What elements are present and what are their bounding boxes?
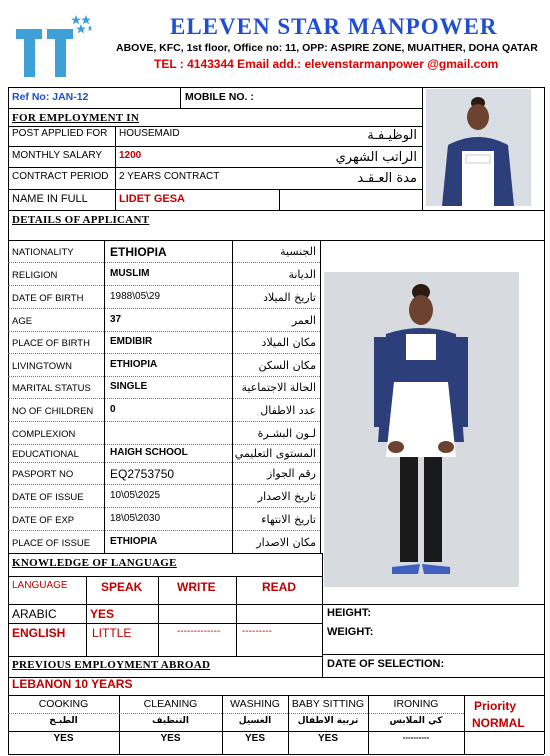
speak-header: SPEAK	[101, 580, 143, 594]
detail-divider	[8, 331, 320, 332]
detail-arabic: الديانة	[288, 267, 316, 281]
english-read: ---------	[242, 626, 272, 637]
detail-label: EDUCATIONAL	[12, 449, 79, 460]
skill-label: WASHING	[230, 698, 280, 710]
name-label: NAME IN FULL	[12, 193, 88, 205]
detail-arabic: مكان الميلاد	[261, 336, 316, 349]
detail-label: PLACE OF ISSUE	[12, 537, 91, 549]
detail-label: PLACE OF BIRTH	[12, 338, 90, 349]
person-photo-icon	[426, 89, 531, 206]
detail-divider	[8, 507, 320, 508]
previous-value: LEBANON 10 YEARS	[12, 677, 133, 691]
skill-arabic: التنظيف	[152, 716, 189, 726]
detail-label: AGE	[12, 315, 33, 327]
detail-label: NO OF CHILDREN	[12, 405, 94, 417]
skill-arabic: كي الملابس	[389, 716, 443, 726]
previous-section-title: PREVIOUS EMPLOYMENT ABROAD	[12, 659, 211, 671]
skill-row-divider	[8, 731, 544, 732]
logo-eleven-icon	[14, 13, 92, 79]
detail-arabic: مكان الاصدار	[256, 535, 316, 549]
english-lang: ENGLISH	[12, 626, 66, 640]
detail-value: SINGLE	[110, 381, 148, 392]
salary-value: 1200	[119, 150, 142, 161]
detail-value: HAIGH SCHOOL	[110, 447, 188, 458]
detail-arabic: العمر	[291, 313, 316, 327]
detail-label: DATE OF BIRTH	[12, 292, 84, 304]
applicant-photo-full	[324, 272, 519, 587]
salary-label: MONTHLY SALARY	[12, 150, 103, 161]
name-value: LIDET GESA	[119, 193, 186, 205]
skill-arabic: الغسيل	[238, 716, 272, 726]
language-header: LANGUAGE	[12, 580, 68, 591]
skill-value: YES	[160, 733, 181, 744]
detail-arabic: لـون البشـرة	[257, 426, 316, 440]
weight-label: WEIGHT:	[327, 626, 374, 638]
height-label: HEIGHT:	[327, 607, 371, 619]
skill-label: COOKING	[38, 698, 89, 710]
detail-divider	[8, 308, 320, 309]
skill-value: YES	[53, 733, 74, 744]
detail-arabic: الجنسية	[280, 245, 316, 258]
detail-label: RELIGION	[12, 269, 58, 281]
skill-divider	[464, 695, 465, 754]
priority-value: NORMAL	[472, 716, 525, 730]
detail-label: DATE OF EXP	[12, 514, 75, 526]
read-header: READ	[262, 580, 297, 594]
skill-value: YES	[244, 733, 265, 744]
details-section-title: DETAILS OF APPLICANT	[12, 214, 150, 226]
detail-divider	[8, 421, 320, 422]
detail-arabic: المستوى التعليمي	[234, 447, 316, 460]
salary-arabic: الراتب الشهري	[335, 150, 417, 165]
detail-value: 1988\05\29	[110, 290, 161, 302]
detail-arabic: مكان السكن	[258, 358, 316, 372]
detail-value: MUSLIM	[110, 267, 150, 279]
ref-no: Ref No: JAN-12	[12, 91, 89, 103]
write-header: WRITE	[177, 580, 216, 594]
skill-arabic: تربية الاطفال	[297, 716, 359, 726]
post-value: HOUSEMAID	[119, 128, 180, 139]
applicant-photo-small	[426, 89, 531, 206]
mobile-label: MOBILE NO. :	[185, 91, 254, 103]
detail-divider	[8, 462, 320, 463]
detail-divider	[8, 398, 320, 399]
detail-label: NATIONALITY	[12, 247, 74, 258]
detail-value: ETHIOPIA	[110, 358, 158, 370]
company-address: ABOVE, KFC, 1st floor, Office no: 11, OPP: ASPIRE ZONE, MUAITHER, DOHA QATAR	[116, 42, 538, 54]
detail-value: EQ2753750	[110, 467, 175, 481]
detail-divider	[8, 444, 320, 445]
contract-value: 2 YEARS CONTRACT	[119, 171, 220, 182]
skill-label: IRONING	[393, 698, 439, 710]
detail-divider	[8, 262, 320, 263]
detail-value: ETHIOPIA	[110, 245, 167, 259]
detail-value: 10\05\2025	[110, 489, 161, 501]
detail-label: COMPLEXION	[12, 428, 76, 440]
detail-arabic: رقم الجواز	[267, 467, 316, 480]
detail-arabic: تاريخ الاصدار	[257, 489, 316, 503]
detail-divider	[8, 484, 320, 485]
post-label: POST APPLIED FOR	[12, 128, 108, 139]
skill-row-divider	[8, 713, 464, 714]
arabic-lang: ARABIC	[12, 607, 57, 621]
detail-value: 0	[110, 403, 116, 415]
arabic-speak: YES	[90, 607, 115, 621]
detail-divider	[8, 353, 320, 354]
skill-value: ----------	[402, 733, 430, 742]
person-full-photo-icon	[324, 272, 519, 587]
detail-label: PASPORT NO	[12, 469, 74, 480]
language-section-title: KNOWLEDGE OF LANGUAGE	[12, 557, 177, 569]
detail-label: LIVINGTOWN	[12, 360, 72, 372]
detail-divider	[8, 285, 320, 286]
detail-arabic: تاريخ الميلاد	[263, 290, 316, 304]
skill-label: BABY SITTING	[291, 698, 365, 710]
contract-label: CONTRACT PERIOD	[12, 171, 109, 182]
company-logo	[14, 13, 92, 79]
detail-value: 18\05\2030	[110, 512, 161, 524]
company-title: ELEVEN STAR MANPOWER	[170, 14, 498, 39]
date-selection-label: DATE OF SELECTION:	[327, 658, 445, 670]
detail-arabic: الحالة الاجتماعية	[241, 381, 316, 394]
detail-arabic: تاريخ الانتهاء	[261, 512, 316, 526]
detail-arabic: عدد الاطفال	[260, 403, 316, 417]
detail-value: EMDIBIR	[110, 336, 153, 347]
detail-divider	[8, 376, 320, 377]
priority-label: Priority	[474, 699, 517, 713]
contract-arabic: مدة العـقـد	[357, 171, 417, 186]
detail-value: ETHIOPIA	[110, 535, 158, 547]
employment-section-title: FOR EMPLOYMENT IN	[12, 112, 140, 124]
skill-value: YES	[317, 733, 338, 744]
english-write: -------------	[177, 626, 221, 637]
detail-label: MARITAL STATUS	[12, 383, 91, 394]
skill-arabic: الطبـخ	[49, 716, 78, 726]
post-arabic: الوظيـفـة	[367, 128, 417, 143]
detail-divider	[8, 530, 320, 531]
detail-value: 37	[110, 313, 122, 325]
english-speak: LITTLE	[92, 626, 132, 640]
detail-label: DATE OF ISSUE	[12, 491, 84, 503]
skill-label: CLEANING	[143, 698, 198, 710]
company-contact: TEL : 4143344 Email add.: elevenstarmanpower @gmail.com	[154, 57, 499, 71]
